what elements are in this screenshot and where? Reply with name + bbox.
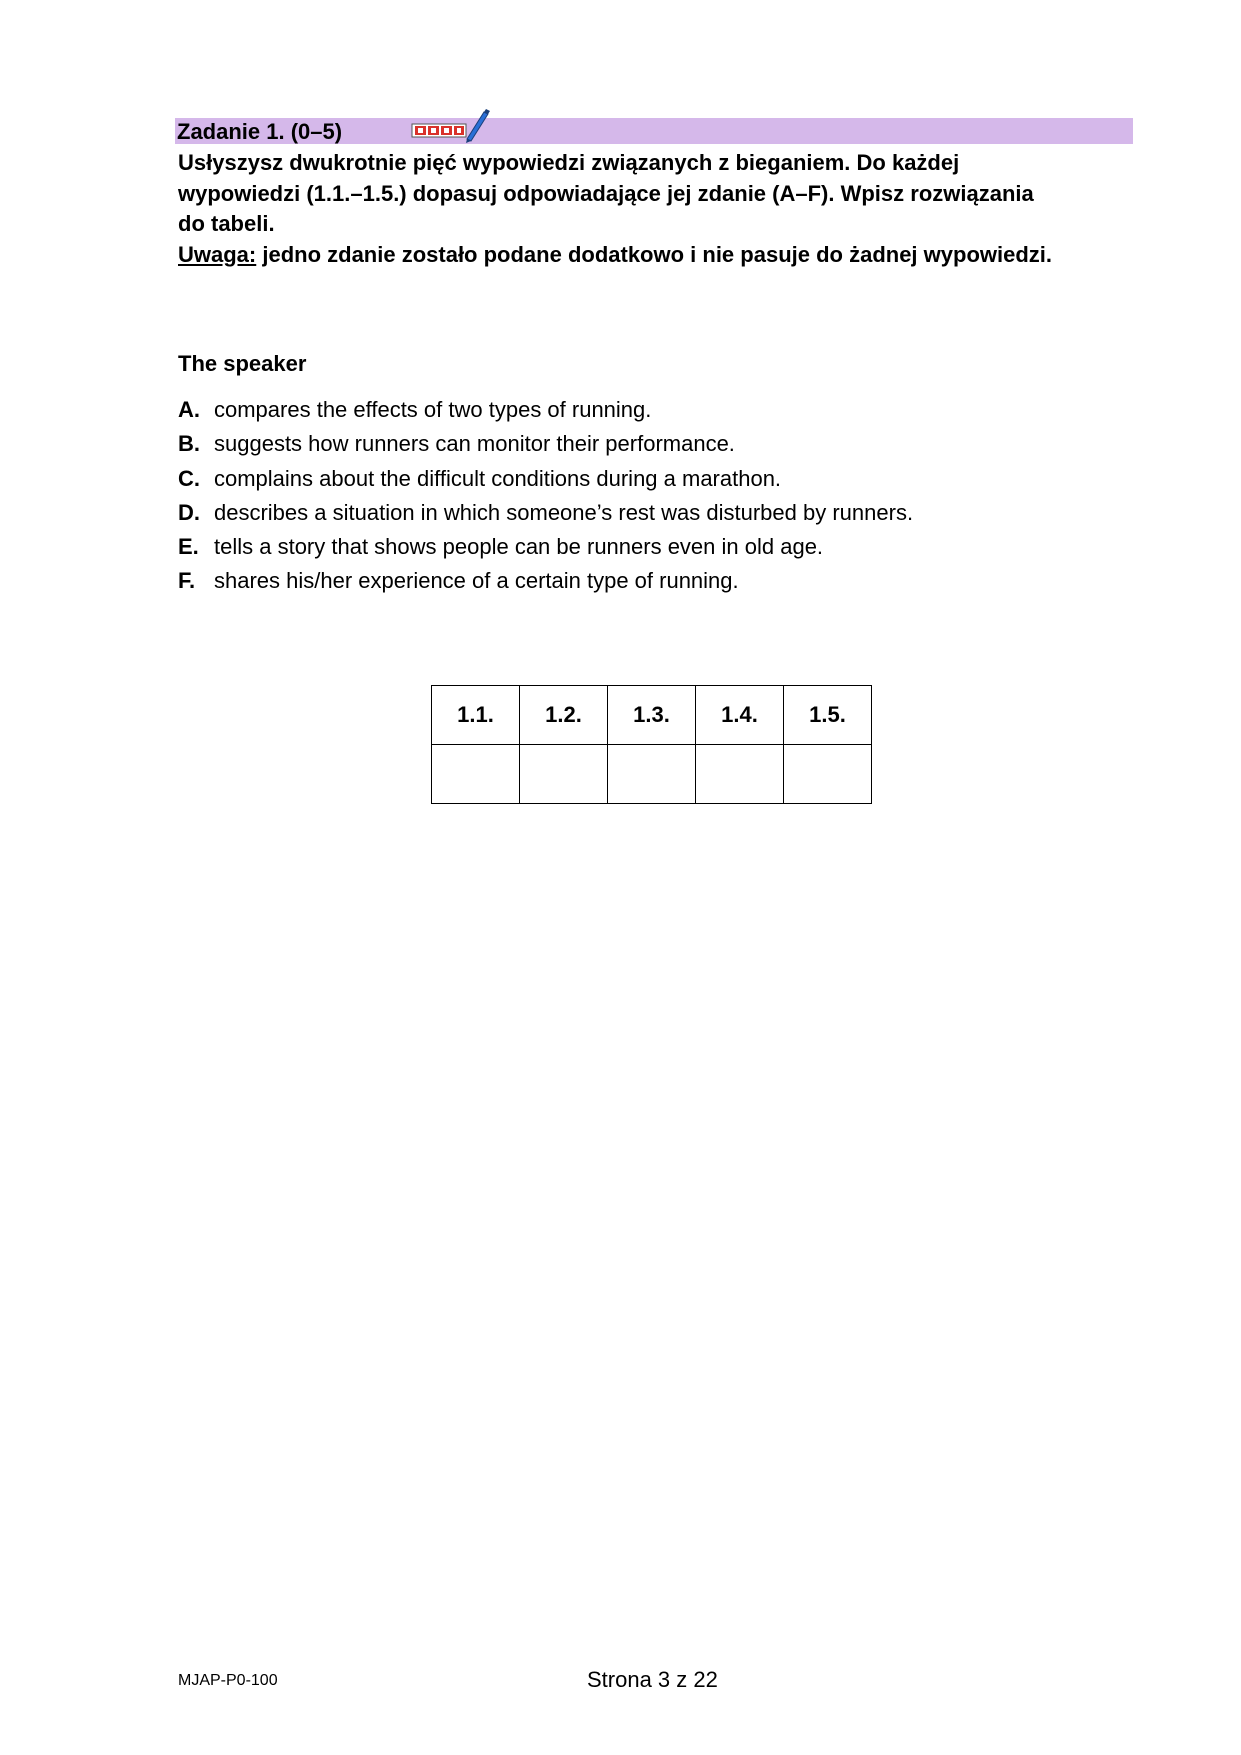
- answer-table: [431, 685, 872, 804]
- option-letter: A.: [178, 397, 200, 422]
- answer-table-header: 1.1.: [432, 686, 520, 745]
- option-item: [178, 568, 913, 602]
- answer-cell-1-2[interactable]: [520, 745, 608, 804]
- option-letter: D.: [178, 499, 200, 525]
- answer-table-header: 1.4.: [696, 686, 784, 745]
- audio-track-icon: [411, 108, 491, 144]
- answer-cell-1-5[interactable]: [784, 745, 872, 804]
- option-text: tells a story that shows people can be runners even in old age.: [214, 534, 824, 560]
- answer-table-header: 1.5.: [784, 686, 872, 745]
- option-letter: B.: [178, 431, 200, 457]
- note-label: Uwaga:: [178, 241, 257, 267]
- option-text: suggests how runners can monitor their performance.: [214, 431, 735, 457]
- answer-table-header-row: [432, 686, 872, 745]
- option-item: [178, 466, 913, 500]
- option-item: [178, 534, 913, 568]
- answer-cell-1-1[interactable]: [432, 745, 520, 804]
- footer-exam-code: MJAP-P0-100: [178, 1672, 278, 1689]
- note-text: jedno zdanie zostało podane dodatkowo i nie pasuje do żadnej wypowiedzi.: [256, 241, 1052, 267]
- option-letter: C.: [178, 465, 200, 491]
- task-header: [175, 118, 1133, 144]
- option-text: complains about the difficult conditions during a marathon.: [214, 465, 782, 491]
- answer-table-header: 1.2.: [520, 686, 608, 745]
- footer-page-number: Strona 3 z 22: [587, 1667, 718, 1692]
- task-title: Zadanie 1. (0–5): [177, 119, 343, 144]
- instruction-line: wypowiedzi (1.1.–1.5.) dopasuj odpowiadające jej zdanie (A–F). Wpisz rozwiązania: [178, 180, 1034, 206]
- option-text: describes a situation in which someone’s rest was disturbed by runners.: [214, 499, 914, 525]
- option-text: compares the effects of two types of running.: [214, 397, 652, 422]
- pen-icon: [466, 109, 490, 143]
- answer-table-header: 1.3.: [608, 686, 696, 745]
- option-item: [178, 500, 913, 534]
- answer-cell-1-4[interactable]: [696, 745, 784, 804]
- instruction-line: do tabeli.: [178, 211, 275, 236]
- option-text: shares his/her experience of a certain type of running.: [214, 568, 739, 594]
- instruction-note: [178, 240, 1108, 271]
- option-letter: E.: [178, 534, 199, 560]
- speaker-heading: The speaker: [178, 351, 307, 376]
- instruction-line: Usłyszysz dwukrotnie pięć wypowiedzi związanych z bieganiem. Do każdej: [178, 150, 960, 175]
- option-letter: F.: [178, 568, 196, 594]
- instructions: [178, 148, 1108, 270]
- option-item: [178, 431, 913, 465]
- option-item: [178, 397, 913, 431]
- answer-table-answer-row: [432, 745, 872, 804]
- answer-cell-1-3[interactable]: [608, 745, 696, 804]
- options-list: [178, 397, 913, 603]
